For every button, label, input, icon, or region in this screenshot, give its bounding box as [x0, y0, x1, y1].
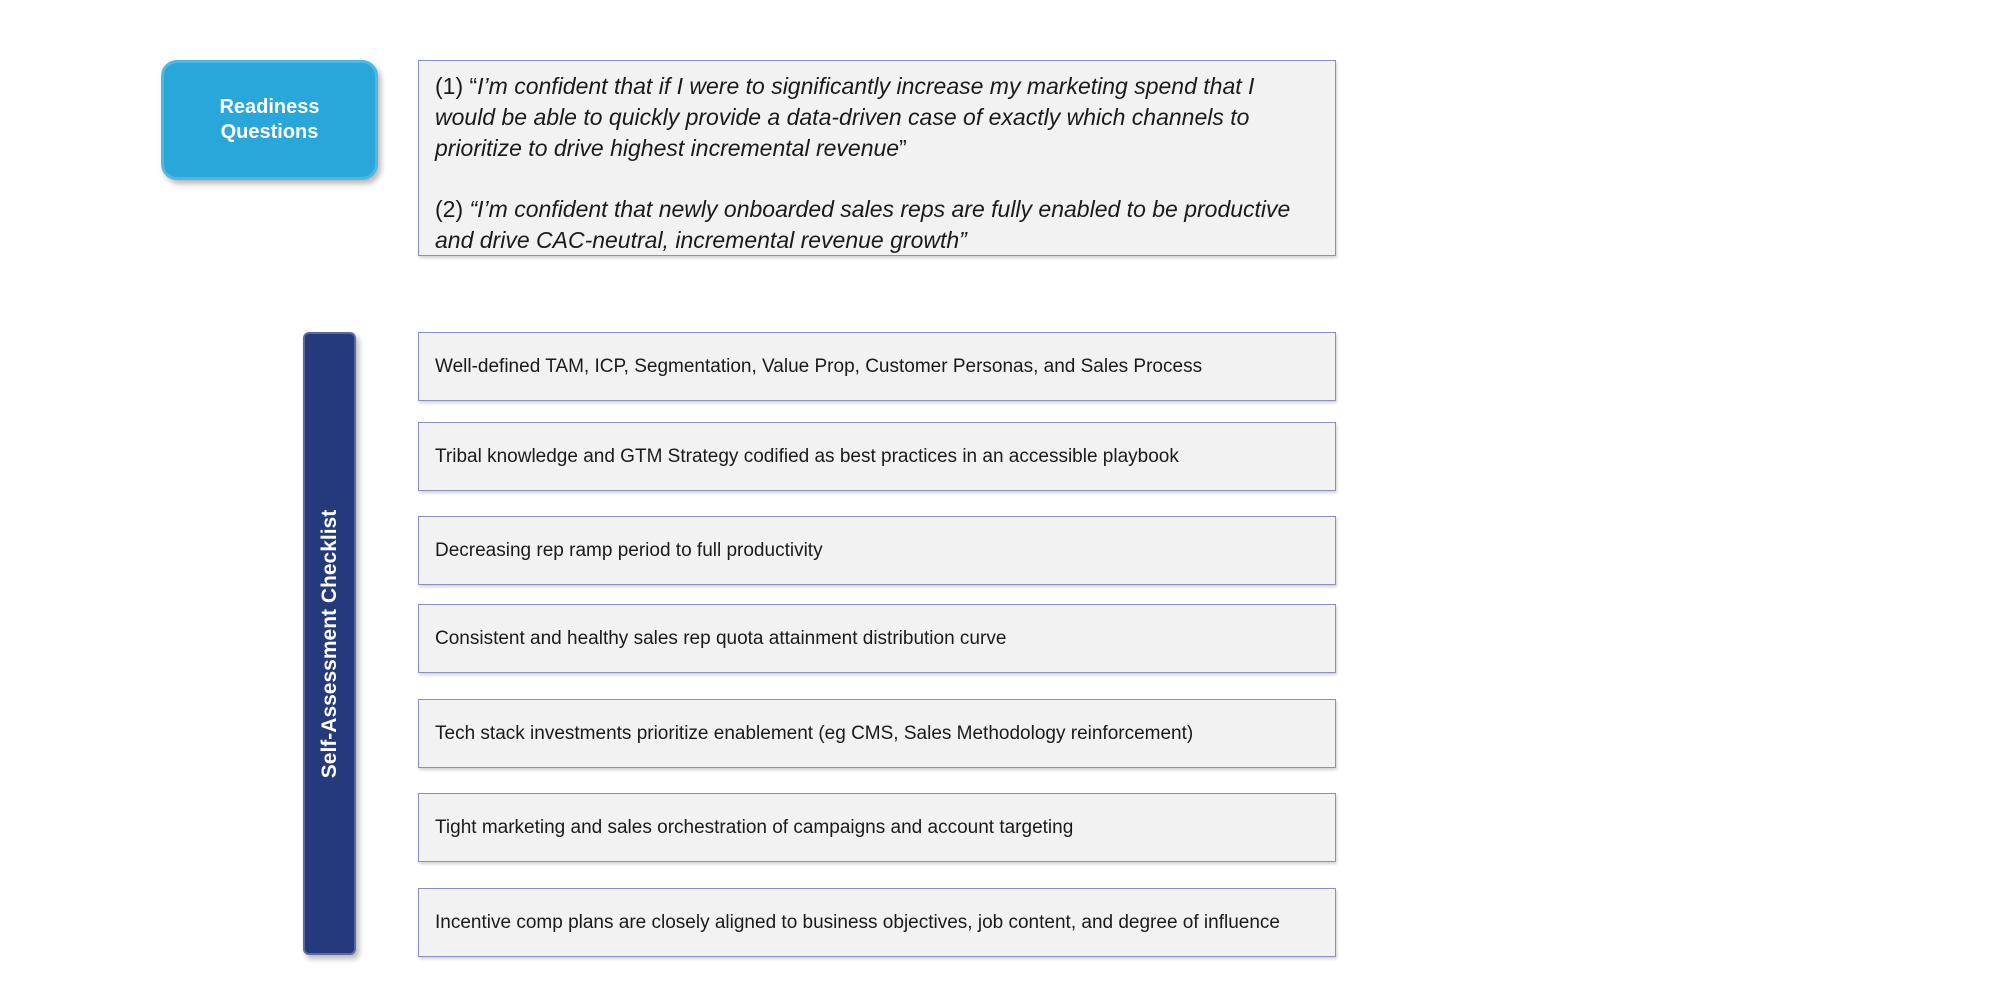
checklist-item-2: Tribal knowledge and GTM Strategy codified as best practices in an accessible playbook — [418, 422, 1336, 491]
readiness-label-line2: Questions — [220, 121, 319, 143]
checklist-item-6: Tight marketing and sales orchestration of campaigns and account targeting — [418, 793, 1336, 862]
checklist-item-7: Incentive comp plans are closely aligned to business objectives, job content, and degree of influence — [418, 888, 1336, 957]
readiness-questions-box — [418, 60, 1336, 256]
question-2 — [435, 194, 1319, 256]
readiness-questions-badge — [161, 60, 378, 180]
self-assessment-checklist-bar — [303, 332, 356, 955]
checklist-item-4: Consistent and healthy sales rep quota attainment distribution curve — [418, 604, 1336, 673]
checklist-item-3: Decreasing rep ramp period to full productivity — [418, 516, 1336, 585]
question-1-text: I’m confident that if I were to significantly increase my marketing spend that I would be able to quickly provide a data-driven case of exactly which channels to prioritize to drive highest incremental revenue — [435, 73, 1255, 161]
question-1 — [435, 71, 1319, 164]
readiness-label-line1: Readiness — [219, 96, 320, 118]
question-1-number: (1) — [435, 73, 470, 99]
question-1-close-quote: ” — [899, 135, 907, 161]
question-1-open-quote: “ — [469, 73, 478, 99]
readiness-questions-label — [205, 95, 335, 145]
question-2-number: (2) — [435, 196, 470, 222]
question-2-text: I’m confident that newly onboarded sales reps are fully enabled to be productive and drive CAC-neutral, incremental revenue growth” — [435, 196, 1291, 253]
checklist-item-1: Well-defined TAM, ICP, Segmentation, Value Prop, Customer Personas, and Sales Process — [418, 332, 1336, 401]
checklist-item-5: Tech stack investments prioritize enablement (eg CMS, Sales Methodology reinforcement) — [418, 699, 1336, 768]
question-2-open-quote: “ — [469, 196, 478, 222]
self-assessment-checklist-label: Self-Assessment Checklist — [317, 509, 341, 778]
